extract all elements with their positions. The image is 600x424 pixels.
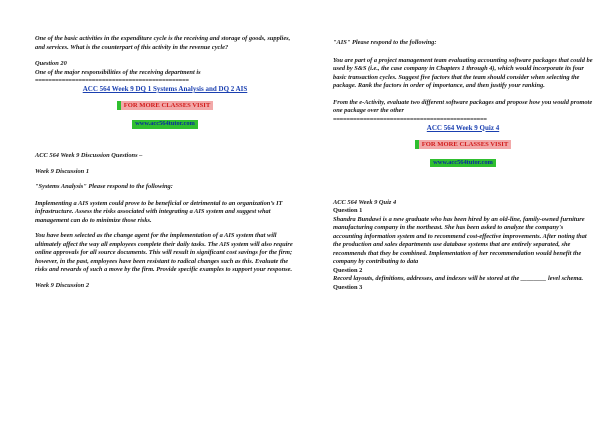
discussion-1-paragraph-2: You have been selected as the change agent for the implementation of a AIS system that will ultimately affect the way all employees complete their daily tasks. The AIS system will also require online approvals for all source documents. This will result in significant cost savings for the firm; however, in the past, employees have been resistant to radical changes such as this. Evaluate the risks and rewards of such a move by the firm. Provide specific examples to support your response. (35, 232, 293, 273)
promo-block (333, 133, 593, 151)
discussion-1-label: Week 9 Discussion 1 (35, 167, 90, 175)
product-link-quiz[interactable]: ACC 564 Week 9 Quiz 4 (426, 123, 500, 132)
question-20-label: Question 20 (35, 60, 67, 67)
question-20-text: One of the major responsibilities of the receiving department is (35, 68, 201, 76)
intro-paragraph: One of the basic activities in the expenditure cycle is the receiving and storage of goods, supplies, and services. What is the counterpart of this activity in the revenue cycle? (35, 35, 291, 51)
question-3-label: Question 3 (333, 283, 363, 291)
quiz-heading: ACC 564 Week 9 Quiz 4 (333, 198, 397, 206)
promo-banner: FOR MORE CLASSES VISIT (415, 140, 512, 149)
question-1-label: Question 1 (333, 207, 363, 214)
site-block (333, 151, 593, 169)
divider: ============================================== (333, 115, 487, 123)
question-1-text: Shandra Bundawi is a new graduate who has been hired by an old-line, family-owned furniture manufacturing company in the northeast. She has been asked to analyze the company's accounting information system and to recommend cost-effective improvements. After noting that the production and sales departments use database systems that are entirely separated, she recommends that they be combined. Implementation of her recommendation would benefit the company by contributing to data (333, 215, 587, 265)
site-link[interactable]: www.acc564tutor.com (430, 159, 496, 168)
discussion-1-title: "Systems Analysis" Please respond to the following: (35, 183, 173, 190)
left-column (35, 0, 295, 290)
right-column (333, 0, 593, 292)
question-2-label: Question 2 (333, 266, 363, 274)
section-heading: ACC 564 Week 9 Discussion Questions – (35, 152, 143, 159)
promo-banner: FOR MORE CLASSES VISIT (117, 101, 214, 110)
discussion-2-paragraph-2: From the e-Activity, evaluate two different software packages and propose how you would promote one package over the other (333, 98, 593, 114)
discussion-2-paragraph-1: You are part of a project management team evaluating accounting software packages that could be used by S&S (i.e., the case company in Chapters 1 through 4), which would incorporate its four basic transaction cycles. Suggest five factors that the team should consider when selecting the package. Rank the factors in order of importance, and then justify your ranking. (333, 56, 593, 89)
discussion-2-label: Week 9 Discussion 2 (35, 281, 90, 289)
product-link-dq[interactable]: ACC 564 Week 9 DQ 1 Systems Analysis and DQ 2 AIS (82, 85, 248, 93)
question-2-text: Record layouts, definitions, addresses, and indexes will be stored at the ________ level schema. (333, 275, 584, 282)
site-block (35, 112, 295, 130)
discussion-2-title: "AIS" Please respond to the following: (333, 39, 437, 46)
discussion-1-paragraph-1: Implementing a AIS system could prove to be beneficial or detrimental to an organization’s IT infrastructure. Assess the risks associated with integrating a AIS system and suggest what management can do to minimize those risks. (35, 199, 283, 224)
divider: ============================================== (35, 77, 189, 84)
site-link[interactable]: www.acc564tutor.com (132, 120, 198, 129)
promo-block (35, 94, 295, 112)
